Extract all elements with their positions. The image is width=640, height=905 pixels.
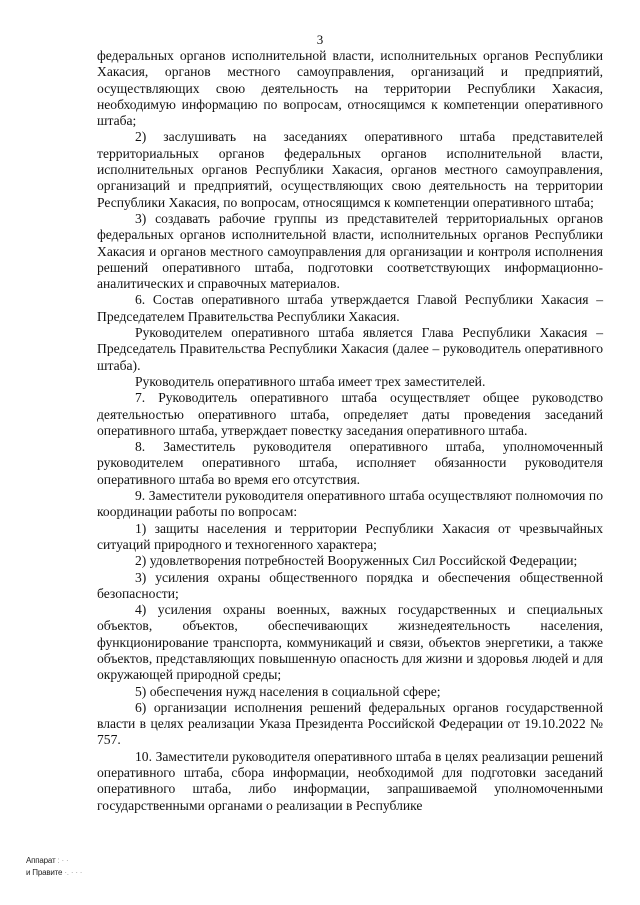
- registration-stamp-line-2: [26, 868, 82, 877]
- paragraph: Руководителем оперативного штаба является Глава Республики Хакасия – Председатель Правительства Республики Хакасия (далее – руководитель оперативного штаба).: [97, 325, 603, 373]
- paragraph: 10. Заместители руководителя оперативного штаба в целях реализации решений оперативного штаба, сбора информации, необходимой для подготовки заседаний оперативного штаба, либо информации, запрашиваемой уполномоченными государственными органами о реализации в Республике: [97, 748, 603, 813]
- paragraph: федеральных органов исполнительной власти, исполнительных органов Республики Хакасия, органов местного самоуправления, организаций и предприятий, осуществляющих свою деятельность на территории Республики Хакасия, необходимую информацию по вопросам, относящимся к компетенции оперативного штаба;: [97, 48, 603, 129]
- paragraph: 3) создавать рабочие группы из представителей территориальных органов федеральных органов исполнительной власти, исполнительных органов Республики Хакасия и органов местного самоуправления для организации и контроля исполнения решений оперативного штаба, подготовки соответствующих информационно-аналитических и справочных материалов.: [97, 210, 603, 292]
- stamp-text: и Правите: [26, 868, 63, 877]
- stamp-faded-text: ·. · · ·: [64, 868, 83, 877]
- registration-stamp-line-1: [26, 856, 68, 865]
- stamp-faded-text: : · ·: [57, 856, 69, 865]
- paragraph: 5) обеспечения нужд населения в социальной сфере;: [135, 683, 441, 699]
- paragraph: 2) удовлетворения потребностей Вооруженных Сил Российской Федерации;: [135, 553, 578, 569]
- paragraph: 6) организации исполнения решений федеральных органов государственной власти в целях реализации Указа Президента Российской Федерации от 19.10.2022 № 757.: [97, 699, 603, 748]
- paragraph: 7. Руководитель оперативного штаба осуществляет общее руководство деятельностью оперативного штаба, определяет даты проведения заседаний оперативного штаба, утверждает повестку заседания оперативного штаба.: [97, 390, 603, 438]
- paragraph: 1) защиты населения и территории Республики Хакасия от чрезвычайных ситуаций природного и техногенного характера;: [97, 520, 603, 552]
- paragraph: 3) усиления охраны общественного порядка и обеспечения общественной безопасности;: [97, 569, 603, 601]
- paragraph: 8. Заместитель руководителя оперативного штаба, уполномоченный руководителем оперативного штаба, исполняет обязанности руководителя оперативного штаба во время его отсутствия.: [97, 439, 603, 487]
- paragraph: 9. Заместители руководителя оперативного штаба осуществляют полномочия по координации работы по вопросам:: [97, 488, 603, 520]
- paragraph: 6. Состав оперативного штаба утверждается Главой Республики Хакасия – Председателем Правительства Республики Хакасия.: [97, 292, 603, 324]
- paragraph: 4) усиления охраны военных, важных государственных и специальных объектов, объектов, обеспечивающих жизнедеятельность населения, функционирование транспорта, коммуникаций и связи, объектов энергетики, а также объектов, представляющих повышенную опасность для жизни и здоровья людей и для окружающей природной среды;: [97, 602, 603, 683]
- document-body: [97, 48, 603, 814]
- paragraph: Руководитель оперативного штаба имеет трех заместителей.: [135, 373, 486, 389]
- stamp-text: Аппарат: [26, 856, 56, 865]
- page-number: 3: [316, 32, 324, 47]
- paragraph: 2) заслушивать на заседаниях оперативного штаба представителей территориальных органов федеральных органов исполнительной власти, исполнительных органов Республики Хакасия, органов местного самоуправления, организаций и предприятий, осуществляющих свою деятельность на территории Республики Хакасия, по вопросам, относящимся к компетенции оперативного штаба;: [97, 129, 603, 210]
